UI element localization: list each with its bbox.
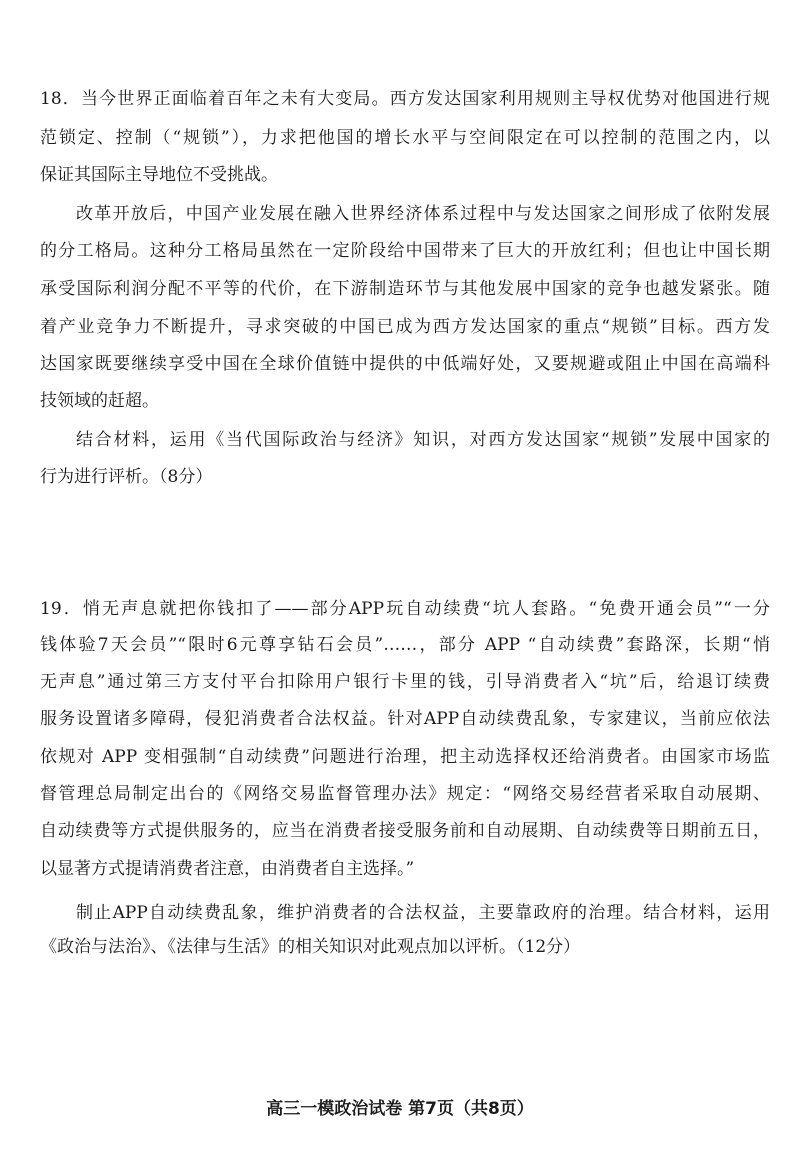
q19-line: 制止APP自动续费乱象，维护消费者的合法权益，主要靠政府的治理。结合材料，运用 <box>76 903 770 923</box>
q18-line: 行为进行评析。（8分） <box>40 467 213 487</box>
q19-line: 自动续费等方式提供服务的，应当在消费者接受服务前和自动展期、自动续费等日期前五日， <box>40 821 770 841</box>
q19-line: 钱体验7天会员”“限时6元尊享钻石会员”……，部分 APP “自动续费”套路深，长期“悄 <box>40 635 770 655</box>
q18-line: 承受国际利润分配不平等的代价，在下游制造环节与其他发展中国家的竞争也越发紧张。随 <box>40 279 770 299</box>
q18-line: 的分工格局。这种分工格局虽然在一定阶段给中国带来了巨大的开放红利；但也让中国长期 <box>40 241 770 261</box>
q18-line: 达国家既要继续享受中国在全球价值链中提供的中低端好处，又要规避或阻止中国在高端科 <box>40 354 770 374</box>
q19-line: 服务设置诸多障碍，侵犯消费者合法权益。针对APP自动续费乱象，专家建议，当前应依法 <box>40 709 770 729</box>
q18-line: 技领域的赶超。 <box>40 391 159 411</box>
q19-line: 以显著方式提请消费者注意，由消费者自主选择。” <box>40 859 415 879</box>
q19-line: 依规对 APP 变相强制“自动续费”问题进行治理，把主动选择权还给消费者。由国家市场监 <box>40 747 770 767</box>
q18-line: 18．当今世界正面临着百年之未有大变局。西方发达国家利用规则主导权优势对他国进行规 <box>40 89 770 109</box>
q18-line: 保证其国际主导地位不受挑战。 <box>40 165 278 185</box>
page-footer: 高三一模政治试卷 第7页（共8页） <box>266 1099 534 1119</box>
q19-line: 《政治与法治》、《法律与生活》的相关知识对此观点加以评析。（12分） <box>40 937 581 957</box>
q18-line: 结合材料，运用《当代国际政治与经济》知识，对西方发达国家“规锁”发展中国家的 <box>76 430 770 450</box>
q18-line: 范锁定、控制（“规锁”），力求把他国的增长水平与空间限定在可以控制的范围之内，以 <box>40 128 770 148</box>
q18-line: 着产业竞争力不断提升，寻求突破的中国已成为西方发达国家的重点“规锁”目标。西方发 <box>40 317 770 337</box>
q19-line: 无声息”通过第三方支付平台扣除用户银行卡里的钱，引导消费者入“坑”后，给退订续费 <box>40 672 770 692</box>
q19-line: 督管理总局制定出台的《网络交易监督管理办法》规定：“网络交易经营者采取自动展期、 <box>40 784 770 804</box>
q19-line: 19．悄无声息就把你钱扣了——部分APP玩自动续费“坑人套路。“免费开通会员”“一分 <box>40 599 770 619</box>
q18-line: 改革开放后，中国产业发展在融入世界经济体系过程中与发达国家之间形成了依附发展 <box>76 204 770 224</box>
